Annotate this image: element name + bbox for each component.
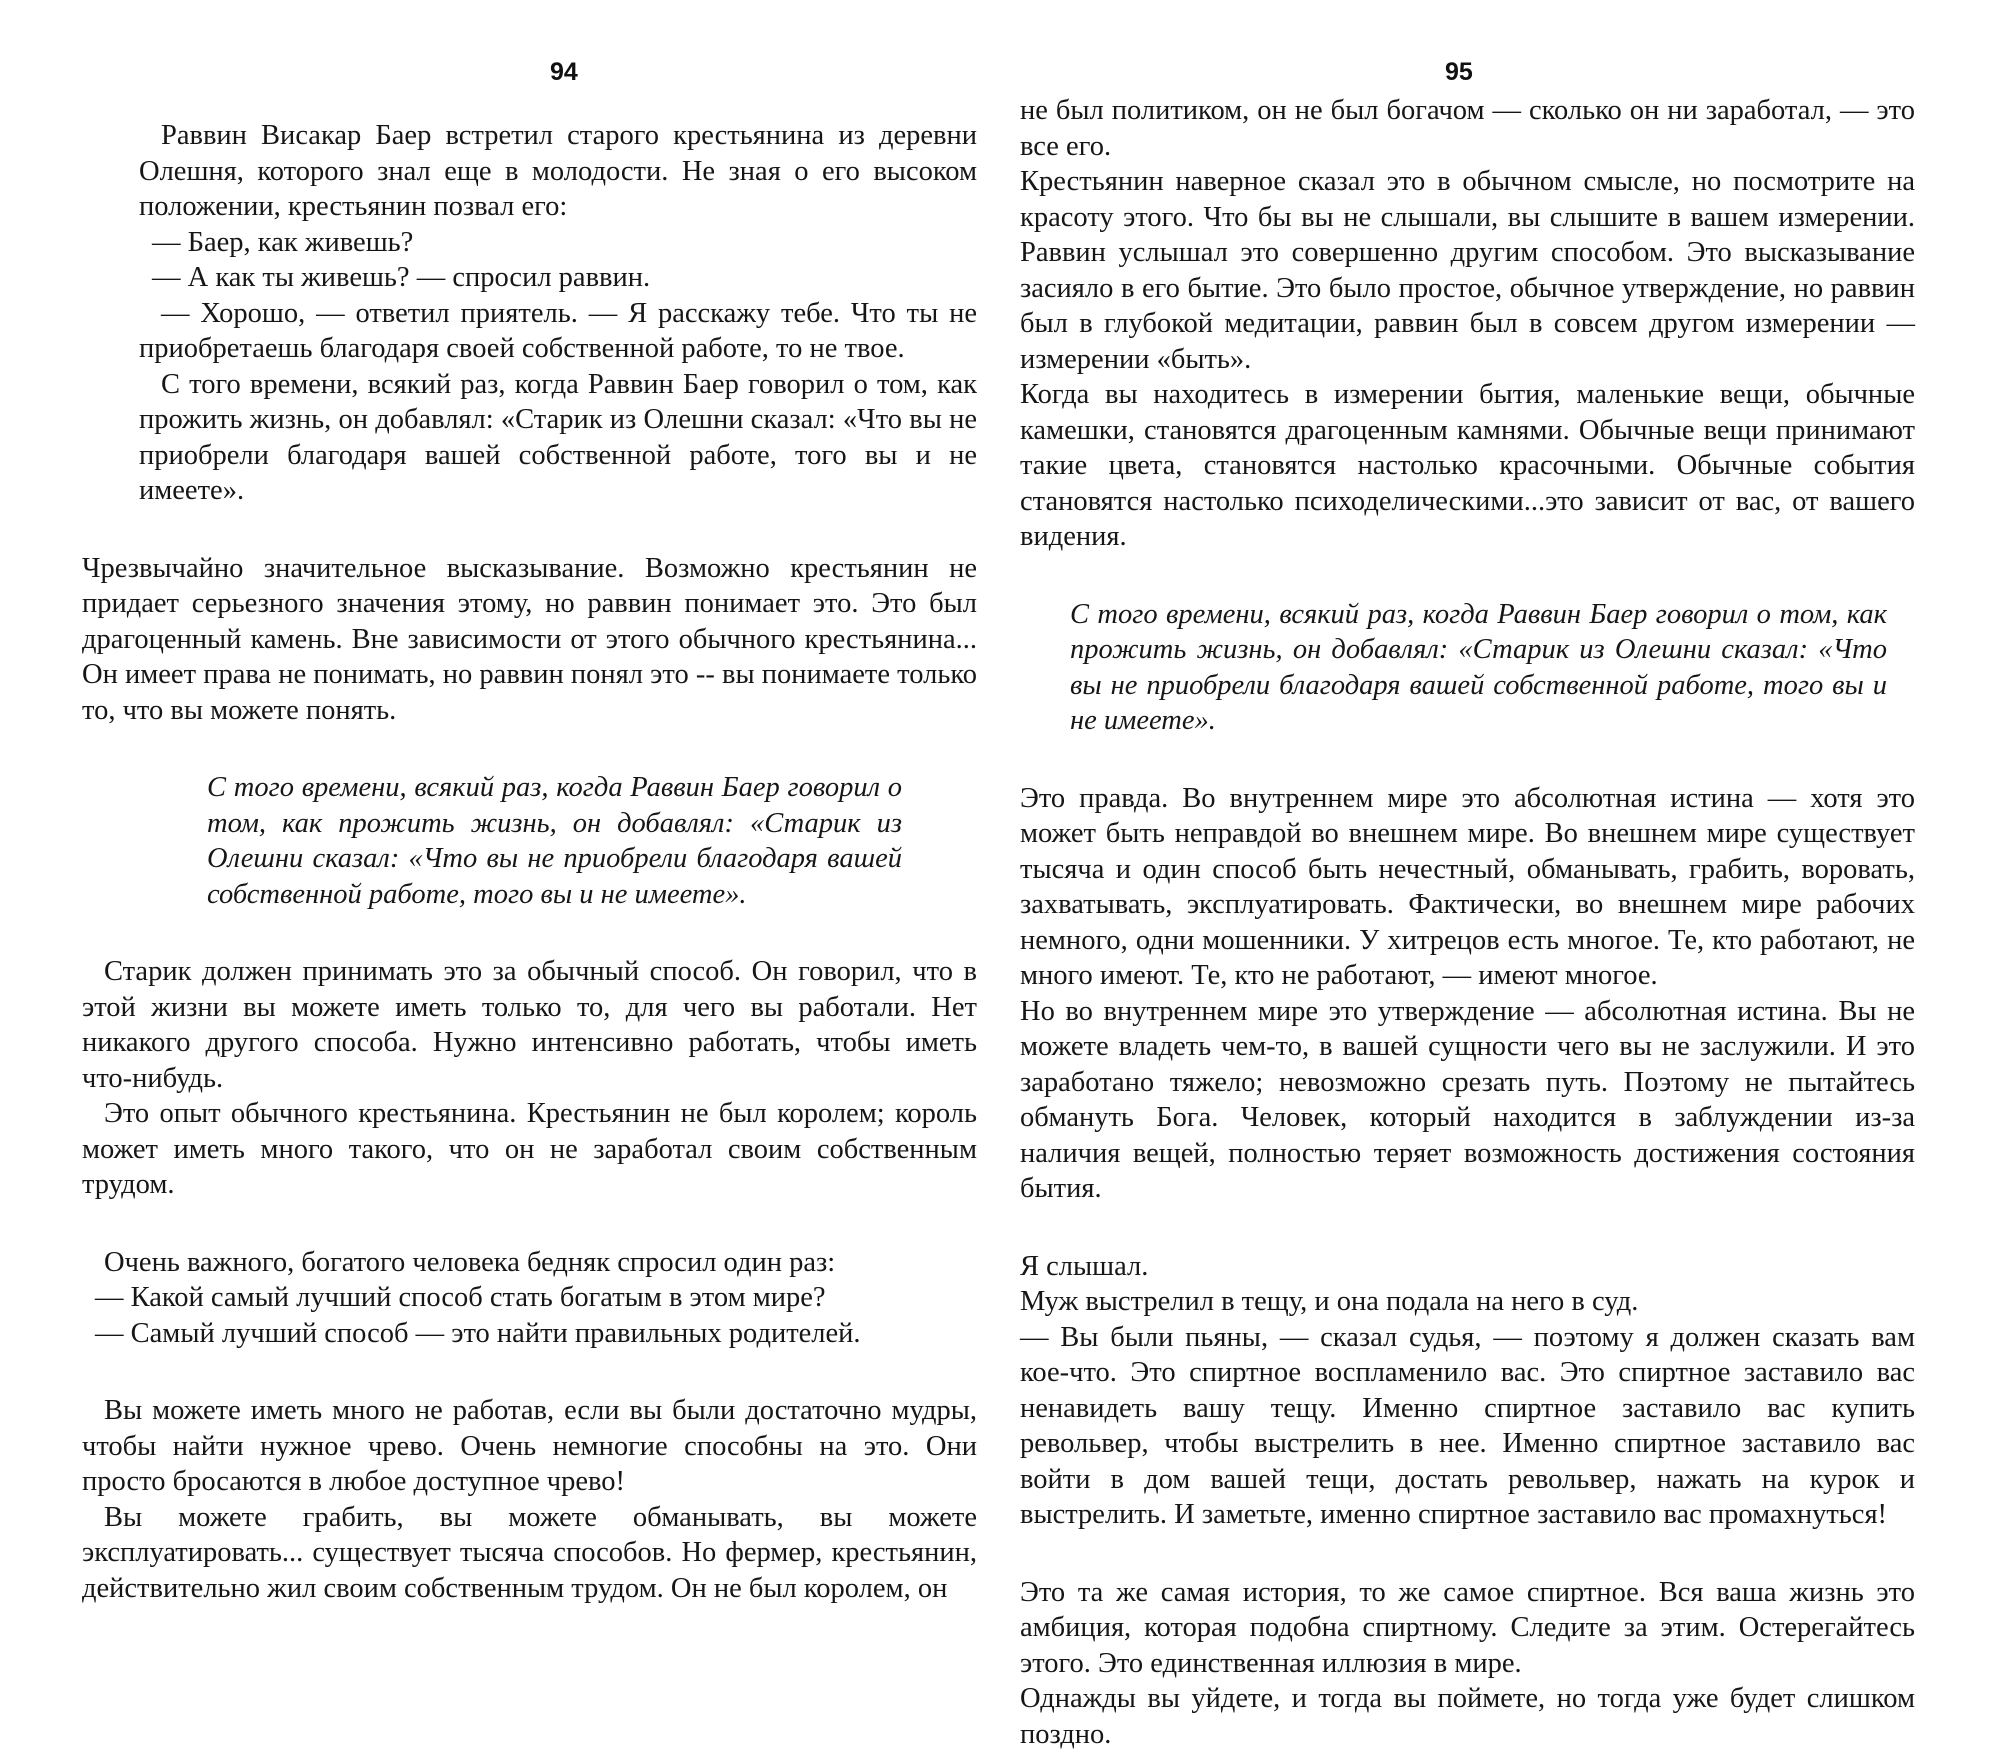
commentary-paragraph: Вы можете грабить, вы можете обманывать, вы можете эксплуатировать... существует тысяча способов. Но фермер, крестьянин, действительно жил своим собственным трудом. Он не был королем, он [82,1501,977,1604]
page-number: 95 [1445,58,1473,86]
joke-line: — Вы были пьяны, — сказал судья, — поэтому я должен сказать вам кое-что. Это спиртное воспламенило вас. Это спиртное заставило вас ненавидеть вашу тещу. Именно спиртное заставило вас купить револьвер, чтобы выстрелить в нее. Именно спиртное заставило вас войти в дом вашей тещи, достать револьвер, нажать на курок и выстрелить. И заметьте, именно спиртное заставило вас промахнуться! [1020,1321,1915,1530]
commentary-paragraph: Это та же самая история, то же самое спиртное. Вся ваша жизнь это амбиция, которая подобна спиртному. Следите за этим. Остерегайтесь этого. Это единственная иллюзия в мире. [1020,1576,1915,1679]
story-block [139,118,977,509]
commentary-paragraph: Чрезвычайно значительное высказывание. Возможно крестьянин не придает серьезного значения этому, но раввин понимает это. Это был драгоценный камень. Вне зависимости от этого обычного крестьянина... Он имеет права не понимать, но раввин понял это -- вы понимаете только то, что вы можете понять. [82,552,977,726]
commentary-paragraph: Но во внутреннем мире это утверждение — абсолютная истина. Вы не можете владеть чем-то, в вашей сущности чего вы не заслужили. И это заработано тяжело; невозможно срезать путь. Поэтому не пытайтесь обмануть Бога. Человек, который находится в заблуждении из-за наличия вещей, полностью теряет возможность достижения состояния бытия. [1020,995,1915,1204]
commentary-paragraph: Однажды вы уйдете, и тогда вы поймете, но тогда уже будет слишком поздно. [1020,1683,1915,1750]
commentary-paragraph: Это правда. Во внутреннем мире это абсолютная истина — хотя это может быть неправдой во внешнем мире. Во внешнем мире существует тысяча и один способ быть нечестный, обманывать, грабить, воровать, захватывать, эксплуатировать. Фактически, во внешнем мире рабочих немного, одни мошенники. У хитрецов есть многое. Те, кто работают, не много имеют. Те, кто не работают, — имеют многое. [1020,782,1915,991]
anecdote-line: — Какой самый лучший способ стать богатым в этом мире? [95,1282,826,1313]
commentary-paragraph: Крестьянин наверное сказал это в обычном смысле, но посмотрите на красоту этого. Что бы вы не слышали, вы слышите в вашем измерении. Раввин услышал это совершенно другим способом. Это высказывание засияло в его бытие. Это было простое, обычное утверждение, но раввин был в глубокой медитации, раввин был в совсем другом измерении — измерении «быть». [1020,166,1915,375]
right-page [1000,0,2000,1750]
italic-quote: С того времени, всякий раз, когда Раввин Баер говорил о том, как прожить жизнь, он добавлял: «Старик из Олешни сказал: «Что вы не приобрели благодаря вашей собственной работе, того вы и не имеете». [1070,598,1887,736]
dialog-line: — Хорошо, — ответил приятель. — Я расскажу тебе. Что ты не приобретаешь благодаря своей собственной работе, то не твое. [139,297,977,364]
left-page [0,0,1000,1741]
joke-line: Муж выстрелил в тещу, и она подала на него в суд. [1020,1286,1639,1317]
story-paragraph: Раввин Висакар Баер встретил старого крестьянина из деревни Олешня, которого знал еще в молодости. Не зная о его высоком положении, крестьянин позвал его: [139,120,977,222]
dialog-line: — А как ты живешь? — спросил раввин. [152,262,651,293]
italic-quote: С того времени, всякий раз, когда Раввин Баер говорил о том, как прожить жизнь, он добавлял: «Старик из Олешни сказал: «Что вы не приобрели благодаря вашей собственной работе, того вы и не имеете». [207,772,902,910]
page-number: 94 [550,58,578,86]
commentary-paragraph: не был политиком, он не был богачом — сколько он ни заработал, — это все его. [1020,95,1915,162]
commentary-paragraph: Вы можете иметь много не работав, если вы были достаточно мудры, чтобы найти нужное чрево. Очень немногие способны на это. Они просто бросаются в любое доступное чрево! [82,1395,977,1497]
commentary-paragraph: Старик должен принимать это за обычный способ. Он говорил, что в этой жизни вы можете иметь только то, для чего вы работали. Нет никакого другого способа. Нужно интенсивно работать, чтобы иметь что-нибудь. [82,956,977,1094]
commentary-paragraph: Это опыт обычного крестьянина. Крестьянин не был королем; король может иметь много такого, что он не заработал своим собственным трудом. [82,1098,977,1200]
anecdote-line: Очень важного, богатого человека бедняк спросил один раз: [104,1246,836,1278]
dialog-line: — Баер, как живешь? [152,226,414,258]
joke-line: Я слышал. [1020,1250,1149,1282]
commentary-paragraph: Когда вы находитесь в измерении бытия, маленькие вещи, обычные камешки, становятся драгоценным камнями. Обычные вещи принимают такие цвета, становятся настолько красочными. Обычные события становятся настолько психоделическими...это зависит от вас, от вашего видения. [1020,379,1915,552]
right-page-body [1020,93,1915,1752]
left-page-body [82,118,977,1606]
anecdote-line: — Самый лучший способ — это найти правильных родителей. [95,1317,861,1349]
story-paragraph: С того времени, всякий раз, когда Раввин Баер говорил о том, как прожить жизнь, он добавлял: «Старик из Олешни сказал: «Что вы не приобрели благодаря вашей собственной работе, того вы и не имеете». [139,368,977,506]
